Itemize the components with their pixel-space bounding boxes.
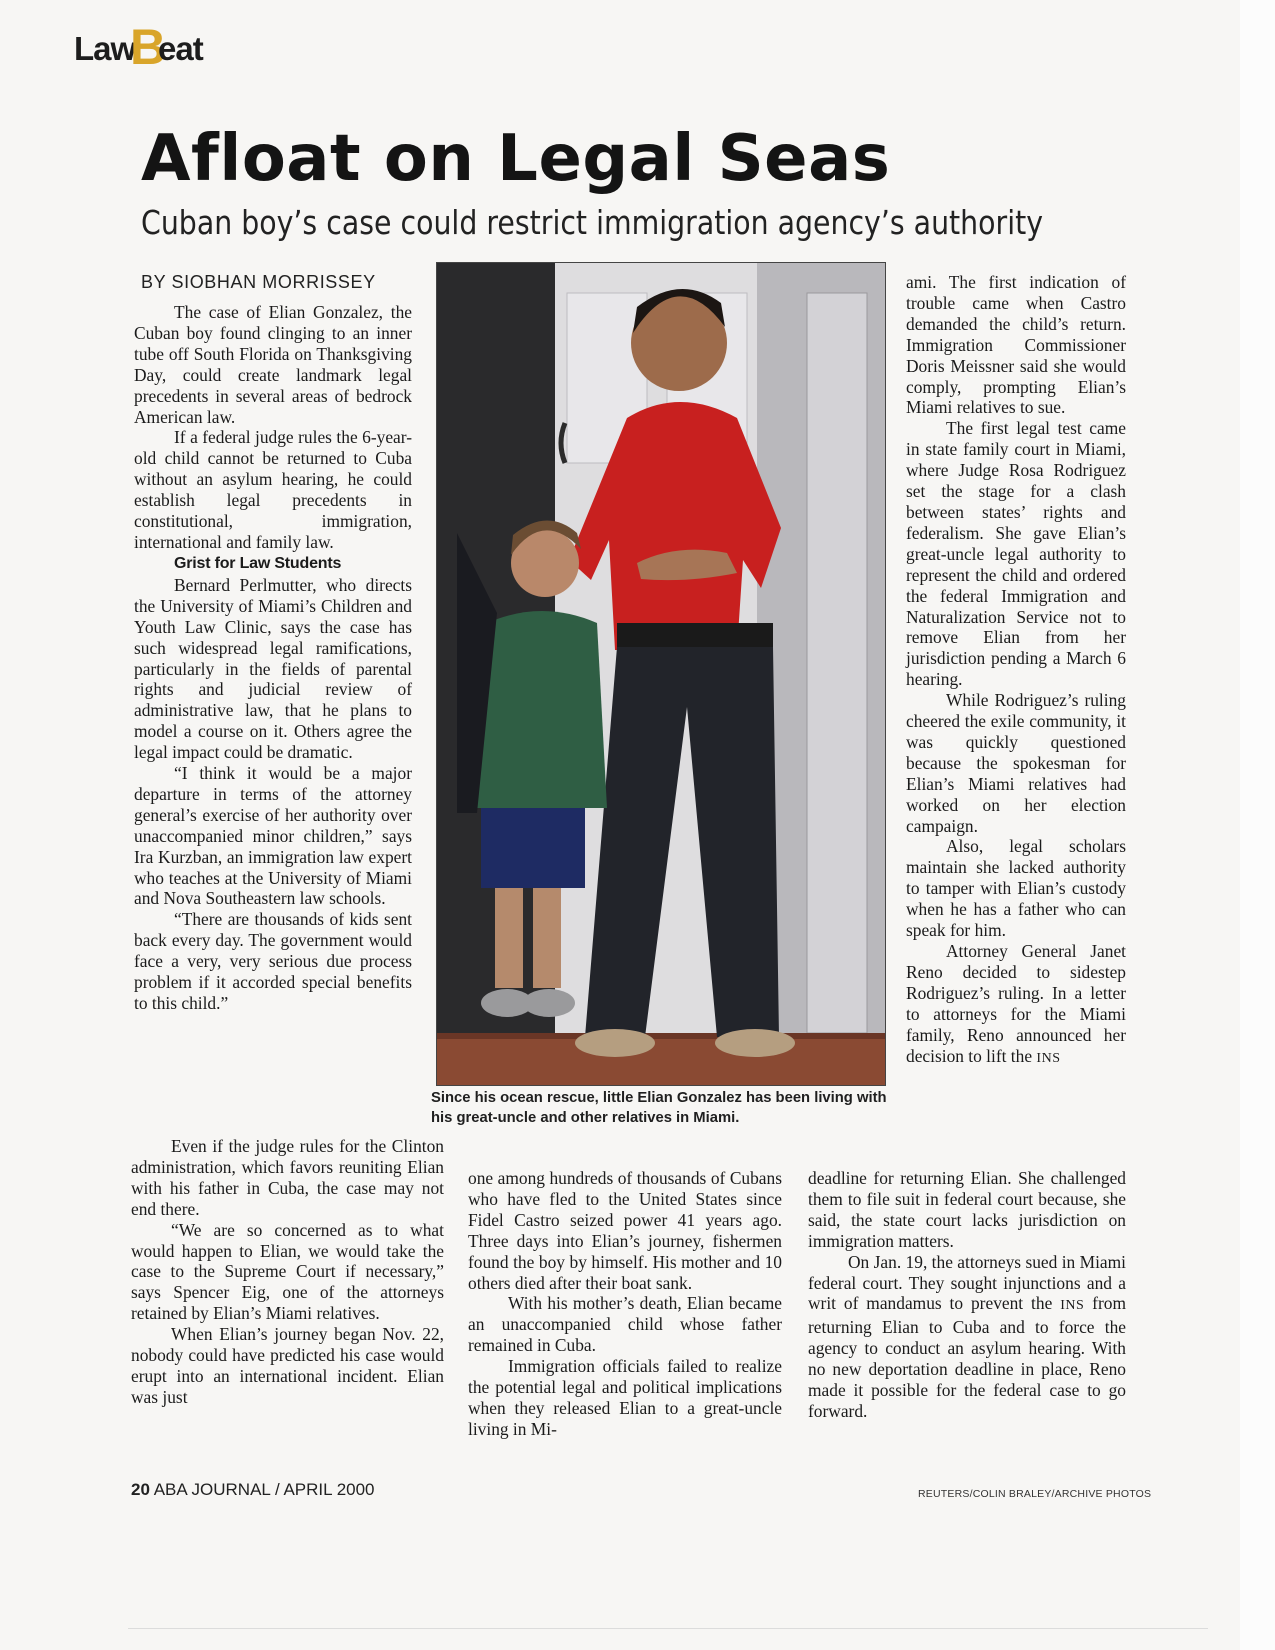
article-title: Afloat on Legal Seas xyxy=(141,122,891,196)
text-column-2 xyxy=(468,1168,782,1440)
paragraph: Also, legal scholars maintain she lacked authority to tamper with Elian’s custody when he has a father who can speak for him. xyxy=(906,836,1126,941)
paragraph: Immigration officials failed to realize the potential legal and political implications when they released Elian to a great-uncle living in Mi- xyxy=(468,1356,782,1439)
paragraph: “There are thousands of kids sent back every day. The government would face a very, very serious due process problem if it accorded special benefits to this child.” xyxy=(134,909,412,1013)
article-deck: Cuban boy’s case could restrict immigration agency’s authority xyxy=(141,203,1044,242)
subhead: Grist for Law Students xyxy=(174,554,342,572)
bottom-rule xyxy=(128,1628,1208,1629)
paragraph xyxy=(906,941,1126,1069)
logo-initial: B xyxy=(130,19,167,75)
text-column-1-lower xyxy=(131,1136,444,1408)
paragraph: Even if the judge rules for the Clinton administration, which favors reuniting Elian with his father in Cuba, the case may not end there. xyxy=(131,1136,444,1219)
paragraph-text: On Jan. 19, the attorneys sued in Miami federal court. They sought injunctions and a writ of mandamus to prevent the xyxy=(808,1251,1126,1314)
paragraph-text: Attorney General Janet Reno decided to sidestep Rodriguez’s ruling. In a letter to attorneys for the Miami family, Reno announced her decision to lift the xyxy=(906,941,1126,1066)
paragraph: “We are so concerned as to what would happen to Elian, we would take the case to the Supreme Court if necessary,” says Spencer Eig, one of the attorneys retained by Elian’s Miami relatives. xyxy=(131,1219,444,1324)
paragraph: deadline for returning Elian. She challenged them to file suit in federal court because, she said, the state court lacks jurisdiction on immigration matters. xyxy=(808,1168,1126,1251)
photo-caption: Since his ocean rescue, little Elian Gonzalez has been living with his great-uncle and other relatives in Miami. xyxy=(431,1090,887,1126)
publication-line: ABA JOURNAL / APRIL 2000 xyxy=(153,1480,375,1499)
page-folio xyxy=(131,1480,375,1500)
paragraph: While Rodriguez’s ruling cheered the exile community, it was quickly questioned because the spokesman for Elian’s Miami relatives had worked on her election campaign. xyxy=(906,690,1126,836)
scan-margin xyxy=(1240,0,1275,1650)
photo-credit: REUTERS/COLIN BRALEY/ARCHIVE PHOTOS xyxy=(918,1488,1152,1500)
byline: BY SIOBHAN MORRISSEY xyxy=(141,272,376,292)
logo-prefix: Law xyxy=(74,30,136,67)
paragraph: Bernard Perlmutter, who directs the University of Miami’s Children and Youth Law Clinic, says the case has such widespread legal ramifications, particularly in the fields of parental rights and judicial review of administrative law, that he plans to model a course on it. Others agree the legal impact could be dramatic. xyxy=(134,574,412,763)
article-photo xyxy=(436,262,886,1086)
paragraph: The first legal test came in state family court in Miami, where Judge Rosa Rodriguez set the stage for a clash between states’ rights and federalism. She gave Elian’s great-uncle legal authority to represent the child and ordered the federal Immigration and Naturalization Service not to remove Elian from her jurisdiction pending a March 6 hearing. xyxy=(906,418,1126,690)
page-number: 20 xyxy=(131,1480,150,1499)
paragraph: With his mother’s death, Elian became an unaccompanied child whose father remained in Cuba. xyxy=(468,1293,782,1356)
text-column-3 xyxy=(906,272,1126,1069)
paragraph xyxy=(808,1252,1126,1422)
ins-abbreviation: INS xyxy=(1060,1298,1085,1314)
text-column-1 xyxy=(134,302,412,1014)
paragraph: ami. The first indication of trouble came when Castro demanded the child’s return. Immigration Commissioner Doris Meissner said she would comply, prompting Elian’s Miami relatives to sue. xyxy=(906,272,1126,418)
ins-abbreviation: INS xyxy=(1036,1050,1061,1066)
lawbeat-logo xyxy=(74,19,234,76)
paragraph-text: from returning Elian to Cuba and to force the agency to conduct an asylum hearing. With no new deportation deadline in place, Reno made it possible for the federal case to go forward. xyxy=(808,1293,1126,1421)
paragraph: The case of Elian Gonzalez, the Cuban boy found clinging to an inner tube off South Florida on Thanksgiving Day, could create landmark legal precedents in several areas of bedrock American law. xyxy=(134,302,412,427)
paragraph: one among hundreds of thousands of Cubans who have fled to the United States since Fidel Castro seized power 41 years ago. Three days into Elian’s journey, fishermen found the boy by himself. His mother and 10 others died after their boat sank. xyxy=(468,1168,782,1293)
paragraph: If a federal judge rules the 6-year-old child cannot be returned to Cuba without an asylum hearing, he could establish legal precedents in constitutional, immigration, international and family law. xyxy=(134,427,412,552)
text-column-4 xyxy=(808,1168,1126,1422)
photo-illustration xyxy=(437,263,885,1085)
paragraph: When Elian’s journey began Nov. 22, nobody could have predicted his case would erupt into an international incident. Elian was just xyxy=(131,1324,444,1407)
paragraph: “I think it would be a major departure in terms of the attorney general’s exercise of her authority over unaccompanied minor children,” says Ira Kurzban, an immigration law expert who teaches at the University of Miami and Nova Southeastern law schools. xyxy=(134,763,412,909)
logo-suffix: eat xyxy=(158,30,203,67)
